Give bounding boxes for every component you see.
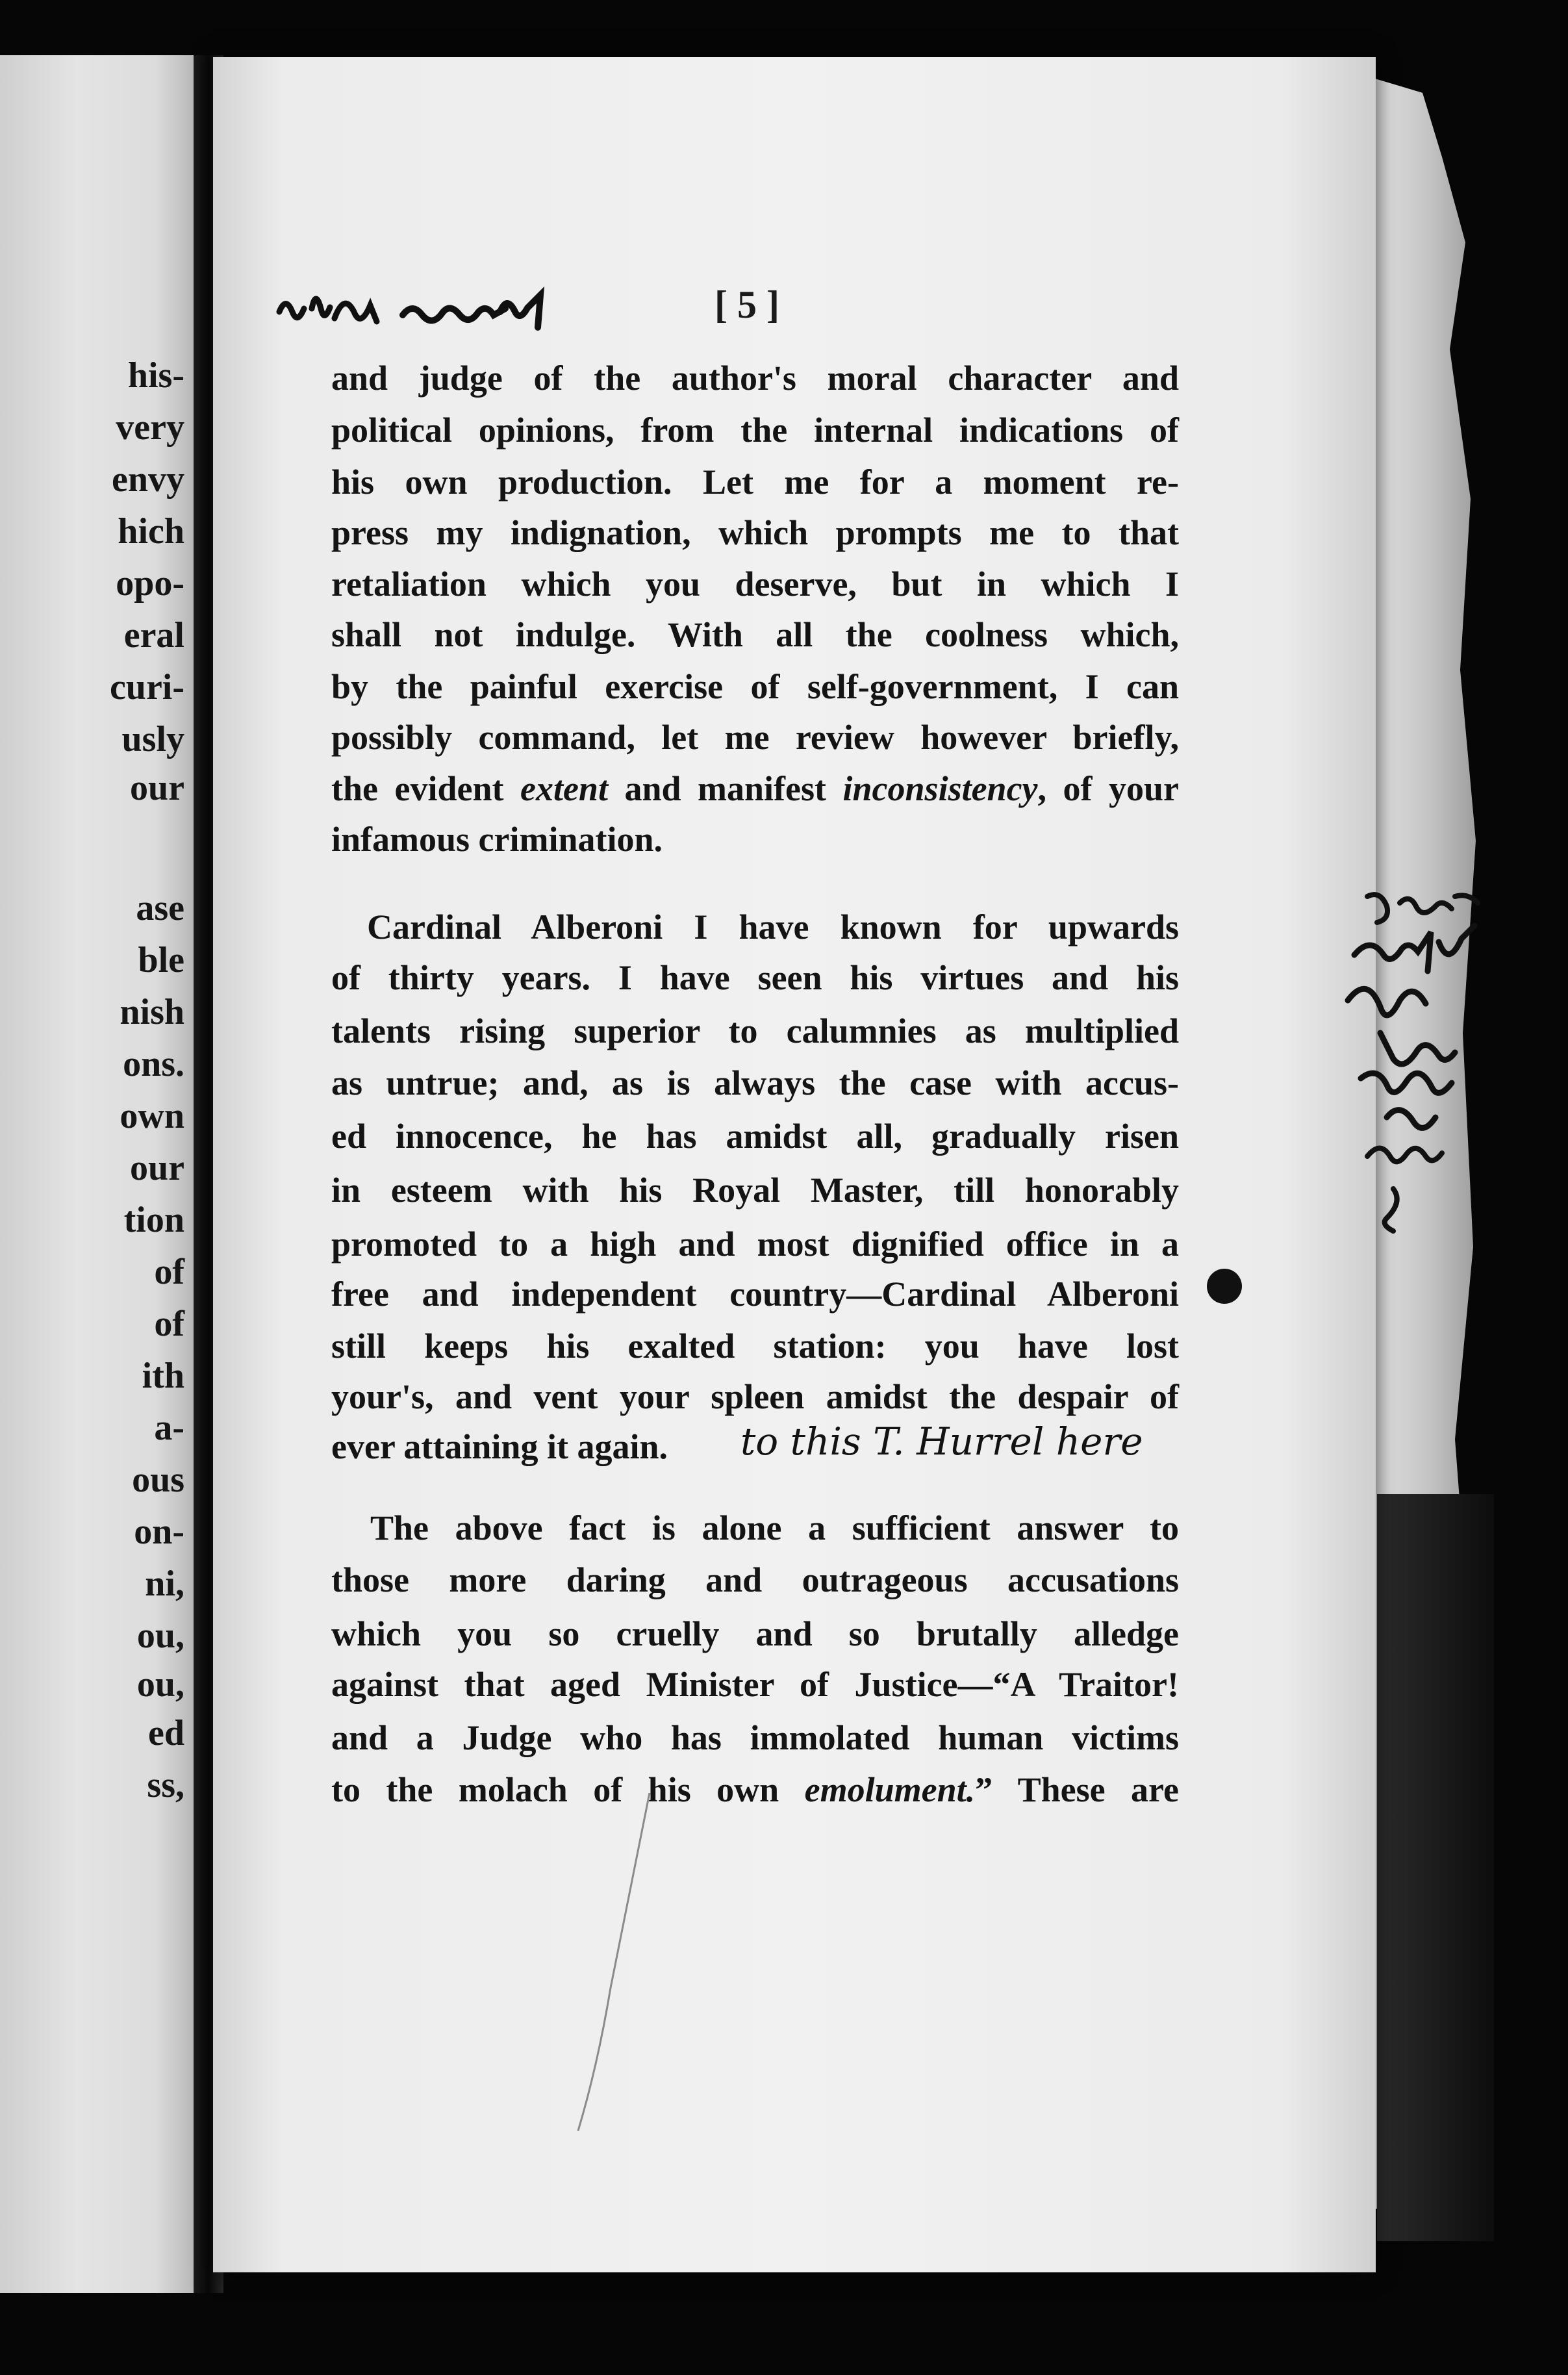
left-page-fragment: nish [120, 992, 184, 1032]
text-run: and manifest [607, 769, 843, 808]
left-page-fragment: ble [138, 940, 184, 980]
body-text-line: free and independent country—Cardinal Alberoni [331, 1275, 1179, 1314]
left-page-fragment: ou, [136, 1664, 184, 1705]
body-text-line: retaliation which you deserve, but in which I [331, 565, 1179, 603]
page-number: [ 5 ] [714, 283, 779, 326]
body-text-line [331, 1772, 1179, 1807]
body-text-line: and a Judge who has immolated human victims [331, 1718, 1179, 1757]
left-page-fragment: own [120, 1096, 184, 1136]
body-text-line: ever attaining it again. [331, 1427, 668, 1466]
left-page-fragment: on- [134, 1512, 184, 1552]
body-text-line: Cardinal Alberoni I have known for upwards [367, 908, 1179, 946]
left-page-fragment: a- [154, 1408, 184, 1448]
left-page-fragment: of [154, 1304, 184, 1344]
left-facing-page [0, 55, 194, 2293]
left-page-fragment: his- [127, 355, 184, 396]
left-page-fragment: ons. [123, 1044, 184, 1084]
body-text-line: his own production. Let me for a moment re- [331, 463, 1179, 502]
body-text-line: your's, and vent your spleen amidst the despair of [331, 1377, 1179, 1416]
handwritten-header-scribble [273, 273, 578, 344]
body-text-line: shall not indulge. With all the coolness which, [331, 615, 1179, 654]
left-page-fragment: envy [112, 459, 184, 500]
body-text-line: which you so cruelly and so brutally alledge [331, 1614, 1179, 1653]
left-page-fragment: very [116, 407, 184, 448]
left-page-fragment: our [130, 1148, 184, 1188]
left-page-fragment: ase [136, 888, 184, 928]
left-page-fragment: eral [123, 615, 184, 655]
body-text-line: still keeps his exalted station: you have lost [331, 1327, 1179, 1365]
left-page-fragment: opo- [116, 563, 184, 603]
text-run: the evident [331, 769, 520, 808]
left-page-fragment: ous [132, 1460, 184, 1500]
left-page-fragment: ss, [147, 1765, 184, 1805]
italic-text-run: emolument. [804, 1770, 976, 1809]
body-text-line: against that aged Minister of Justice—“A Traitor! [331, 1665, 1179, 1704]
left-page-fragment: ed [148, 1713, 184, 1753]
body-text-line: as untrue; and, as is always the case with accus- [331, 1063, 1179, 1102]
body-text-line: promoted to a high and most dignified office in a [331, 1225, 1179, 1264]
body-text-line: in esteem with his Royal Master, till honorably [331, 1171, 1179, 1210]
body-text-line: talents rising superior to calumnies as multiplied [331, 1011, 1179, 1050]
body-text-line: press my indignation, which prompts me to that [331, 513, 1179, 552]
page-edge-shadow [1377, 1494, 1494, 2241]
body-text-line [331, 771, 1179, 806]
italic-text-run: inconsistency [842, 769, 1038, 808]
left-page-fragment: our [130, 768, 184, 808]
left-page-fragment: ou, [136, 1616, 184, 1656]
left-page-fragment: ni, [145, 1564, 184, 1604]
text-run: , of your [1037, 769, 1180, 808]
ink-blot [1207, 1269, 1242, 1304]
body-text-line: infamous crimination. [331, 820, 663, 859]
paper-crease [572, 1793, 663, 2131]
left-page-fragment: ith [142, 1356, 184, 1396]
italic-text-run: extent [520, 769, 608, 808]
body-text-line: those more daring and outrageous accusations [331, 1560, 1179, 1599]
left-page-fragment: tion [123, 1200, 184, 1240]
text-run: to the molach of his own [331, 1770, 805, 1809]
left-page-fragment: of [154, 1252, 184, 1292]
body-text-line: of thirty years. I have seen his virtues and his [331, 958, 1179, 997]
body-text-line: and judge of the author's moral character and [331, 359, 1179, 398]
body-text-line: ed innocence, he has amidst all, gradually risen [331, 1117, 1179, 1156]
handwritten-margin-note [1341, 883, 1491, 1247]
body-text-line: possibly command, let me review however briefly, [331, 718, 1179, 757]
left-page-fragment: usly [121, 719, 184, 759]
handwritten-annotation: to this T. Hurrel here [740, 1419, 1143, 1464]
body-text-line: The above fact is alone a sufficient answer to [370, 1508, 1179, 1547]
body-text-line: political opinions, from the internal indications of [331, 411, 1179, 450]
left-page-fragment: hich [118, 511, 184, 552]
text-run: ” These are [975, 1770, 1179, 1809]
left-page-fragment: curi- [109, 667, 184, 707]
body-text-line: by the painful exercise of self-government, I can [331, 667, 1179, 706]
